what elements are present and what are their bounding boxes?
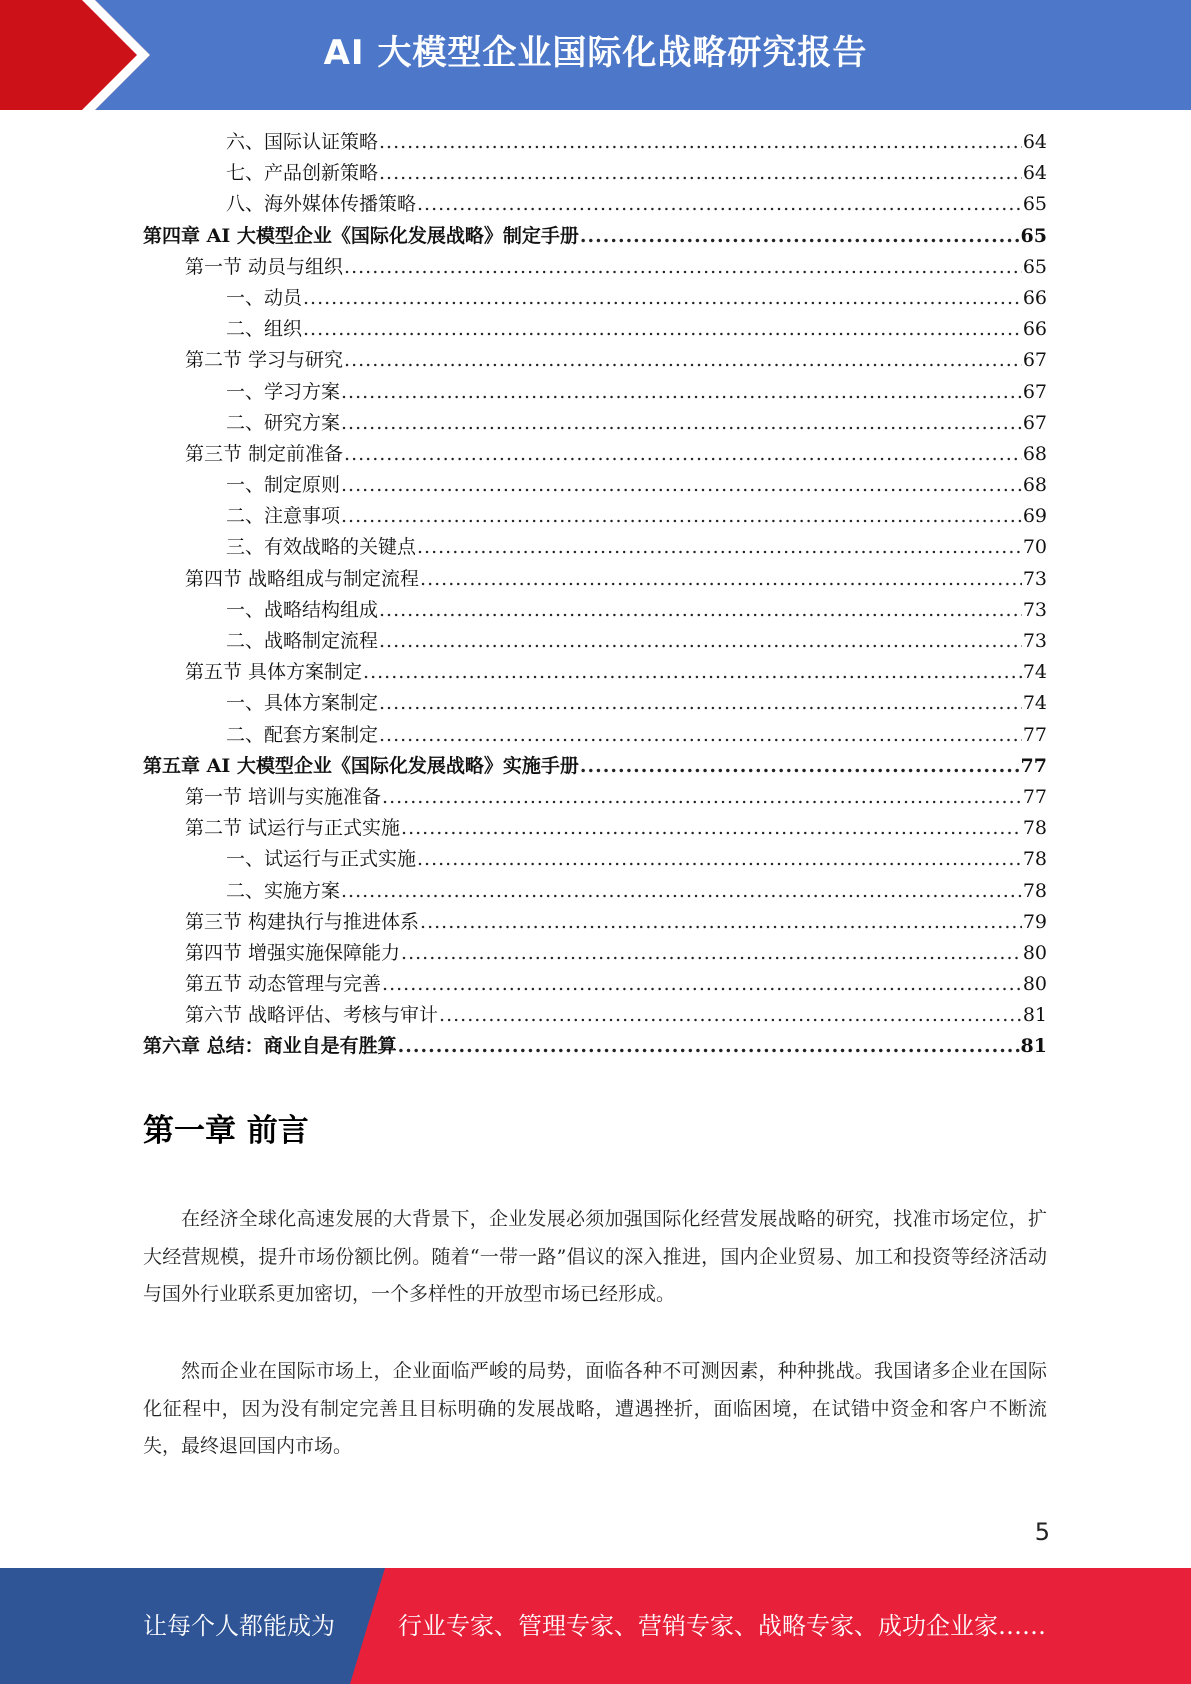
toc-entry-page: 67 — [1022, 411, 1047, 434]
toc-entry[interactable] — [143, 626, 1047, 657]
toc-dot-leader — [580, 751, 1020, 782]
toc-entry[interactable] — [143, 751, 1047, 782]
toc-entry[interactable] — [143, 782, 1047, 813]
table-of-contents — [143, 127, 1047, 1063]
toc-entry-page: 77 — [1022, 723, 1047, 746]
toc-entry[interactable] — [143, 907, 1047, 938]
toc-entry-page: 78 — [1022, 879, 1047, 902]
toc-entry-page: 77 — [1022, 785, 1047, 808]
toc-dot-leader — [303, 283, 1022, 314]
toc-entry-page: 65 — [1020, 224, 1047, 247]
toc-entry-page: 73 — [1022, 567, 1047, 590]
toc-dot-leader — [341, 470, 1022, 501]
toc-entry-label: 一、战略结构组成 — [226, 598, 379, 621]
toc-dot-leader — [580, 221, 1020, 252]
toc-entry[interactable] — [143, 439, 1047, 470]
page-number: 5 — [1034, 1518, 1050, 1546]
toc-entry-page: 73 — [1022, 598, 1047, 621]
toc-entry-page: 66 — [1022, 286, 1047, 309]
toc-dot-leader — [398, 1031, 1020, 1062]
body-paragraph-1: 在经济全球化高速发展的大背景下，企业发展必须加强国际化经营发展战略的研究，找准市场定位，扩大经营规模，提升市场份额比例。随着“一带一路”倡议的深入推进，国内企业贸易、加工和投资等经济活动与国外行业联系更加密切，一个多样性的开放型市场已经形成。 — [143, 1208, 1047, 1305]
toc-entry-label: 一、制定原则 — [226, 474, 341, 497]
toc-entry-page: 68 — [1022, 474, 1047, 497]
toc-entry[interactable] — [143, 1000, 1047, 1031]
toc-dot-leader — [379, 720, 1022, 751]
toc-entry-label: 六、国际认证策略 — [226, 131, 379, 153]
toc-entry-label: 二、战略制定流程 — [226, 630, 379, 652]
toc-entry-label: 第二节 试运行与正式实施 — [185, 817, 401, 840]
toc-entry[interactable] — [143, 969, 1047, 1000]
toc-entry[interactable] — [143, 377, 1047, 408]
header-title: AI 大模型企业国际化战略研究报告 — [323, 33, 868, 73]
toc-entry-label: 三、有效战略的关键点 — [226, 536, 417, 559]
toc-entry-label: 第四节 增强实施保障能力 — [185, 941, 401, 964]
toc-entry-page: 74 — [1022, 692, 1047, 715]
toc-dot-leader — [379, 158, 1022, 189]
toc-entry[interactable] — [143, 408, 1047, 439]
toc-entry-label: 二、注意事项 — [226, 505, 341, 528]
toc-dot-leader — [420, 564, 1022, 595]
toc-entry[interactable] — [143, 1031, 1047, 1062]
toc-entry[interactable] — [143, 189, 1047, 220]
toc-entry-page: 65 — [1022, 255, 1047, 278]
toc-entry-label: 二、实施方案 — [226, 879, 341, 902]
toc-entry[interactable] — [143, 221, 1047, 252]
toc-entry-page: 80 — [1022, 973, 1047, 996]
toc-entry[interactable] — [143, 470, 1047, 501]
toc-dot-leader — [341, 501, 1022, 532]
toc-dot-leader — [341, 377, 1022, 408]
toc-entry[interactable] — [143, 720, 1047, 751]
toc-dot-leader — [363, 657, 1022, 688]
toc-entry-page: 68 — [1022, 442, 1047, 465]
toc-dot-leader — [344, 345, 1022, 376]
page-footer — [0, 1568, 1191, 1684]
toc-entry-page: 80 — [1022, 941, 1047, 964]
toc-entry-label: 第五章 AI 大模型企业《国际化发展战略》实施手册 — [143, 754, 579, 777]
toc-dot-leader — [382, 782, 1022, 813]
toc-entry-label: 第四章 AI 大模型企业《国际化发展战略》制定手册 — [143, 224, 579, 247]
toc-entry-page: 69 — [1022, 505, 1047, 528]
toc-entry-page: 70 — [1022, 536, 1047, 559]
toc-entry-label: 二、组织 — [226, 318, 303, 341]
footer-slogan-right: 行业专家、管理专家、营销专家、战略专家、成功企业家…… — [398, 1612, 1046, 1640]
toc-entry-page: 67 — [1022, 349, 1047, 372]
toc-entry-page: 78 — [1022, 848, 1047, 871]
toc-entry-page: 67 — [1022, 380, 1047, 403]
toc-entry-page: 79 — [1022, 910, 1047, 933]
toc-entry[interactable] — [143, 252, 1047, 283]
toc-entry-page: 73 — [1022, 630, 1047, 652]
toc-dot-leader — [341, 876, 1022, 907]
toc-entry-label: 第四节 战略组成与制定流程 — [185, 567, 420, 590]
toc-dot-leader — [379, 595, 1022, 626]
toc-dot-leader — [303, 314, 1022, 345]
toc-entry-page: 66 — [1022, 318, 1047, 341]
toc-entry-page: 64 — [1022, 131, 1047, 153]
toc-entry[interactable] — [143, 595, 1047, 626]
toc-entry[interactable] — [143, 564, 1047, 595]
toc-entry-page: 74 — [1022, 661, 1047, 684]
toc-dot-leader — [417, 189, 1022, 220]
toc-entry[interactable] — [143, 158, 1047, 189]
toc-entry[interactable] — [143, 345, 1047, 376]
toc-entry-label: 二、研究方案 — [226, 411, 341, 434]
toc-entry-label: 一、具体方案制定 — [226, 692, 379, 715]
toc-entry-page: 81 — [1022, 1004, 1047, 1027]
toc-dot-leader — [420, 907, 1022, 938]
toc-entry-label: 七、产品创新策略 — [226, 162, 379, 185]
toc-entry-page: 65 — [1022, 193, 1047, 216]
toc-entry[interactable] — [143, 813, 1047, 844]
footer-slogan-left: 让每个人都能成为 — [143, 1612, 335, 1640]
toc-entry[interactable] — [143, 688, 1047, 719]
toc-entry-label: 第三节 构建执行与推进体系 — [185, 910, 420, 933]
toc-dot-leader — [382, 969, 1022, 1000]
toc-entry-label: 一、试运行与正式实施 — [226, 848, 417, 871]
toc-entry-page: 64 — [1022, 162, 1047, 185]
toc-entry[interactable] — [143, 127, 1047, 158]
toc-entry-label: 第六节 战略评估、考核与审计 — [185, 1004, 439, 1027]
toc-entry-label: 八、海外媒体传播策略 — [226, 193, 417, 216]
toc-entry-label: 第五节 动态管理与完善 — [185, 973, 382, 996]
toc-entry[interactable] — [143, 938, 1047, 969]
toc-entry-label: 第一节 培训与实施准备 — [185, 785, 382, 808]
toc-dot-leader — [344, 439, 1022, 470]
toc-dot-leader — [379, 127, 1022, 158]
toc-entry[interactable] — [143, 501, 1047, 532]
toc-entry-label: 第三节 制定前准备 — [185, 442, 344, 465]
toc-dot-leader — [344, 252, 1022, 283]
toc-entry[interactable] — [143, 283, 1047, 314]
toc-entry-label: 第一节 动员与组织 — [185, 255, 344, 278]
page-header — [0, 0, 1191, 110]
body-paragraph-2: 然而企业在国际市场上，企业面临严峻的局势，面临各种不可测因素，种种挑战。我国诸多企业在国际化征程中，因为没有制定完善且目标明确的发展战略，遭遇挫折，面临困境，在试错中资金和客户不断流失，最终退回国内市场。 — [143, 1360, 1047, 1457]
toc-entry-page: 81 — [1020, 1035, 1047, 1058]
toc-entry-label: 第六章 总结：商业自是有胜算 — [143, 1035, 397, 1058]
toc-entry-page: 78 — [1022, 817, 1047, 840]
toc-dot-leader — [417, 844, 1022, 875]
toc-entry[interactable] — [143, 876, 1047, 907]
toc-dot-leader — [417, 532, 1022, 563]
toc-entry-label: 第二节 学习与研究 — [185, 349, 344, 372]
toc-dot-leader — [439, 1000, 1022, 1031]
toc-entry[interactable] — [143, 657, 1047, 688]
toc-entry-label: 第五节 具体方案制定 — [185, 661, 363, 684]
toc-dot-leader — [341, 408, 1022, 439]
toc-entry[interactable] — [143, 844, 1047, 875]
toc-entry-label: 二、配套方案制定 — [226, 723, 379, 746]
toc-entry-label: 一、动员 — [226, 286, 303, 309]
toc-dot-leader — [401, 938, 1022, 969]
toc-entry-page: 77 — [1020, 754, 1047, 777]
toc-dot-leader — [379, 626, 1022, 657]
toc-dot-leader — [401, 813, 1022, 844]
toc-entry[interactable] — [143, 314, 1047, 345]
toc-dot-leader — [379, 688, 1022, 719]
toc-entry[interactable] — [143, 532, 1047, 563]
toc-entry-label: 一、学习方案 — [226, 380, 341, 403]
chapter-heading: 第一章 前言 — [143, 1113, 309, 1149]
